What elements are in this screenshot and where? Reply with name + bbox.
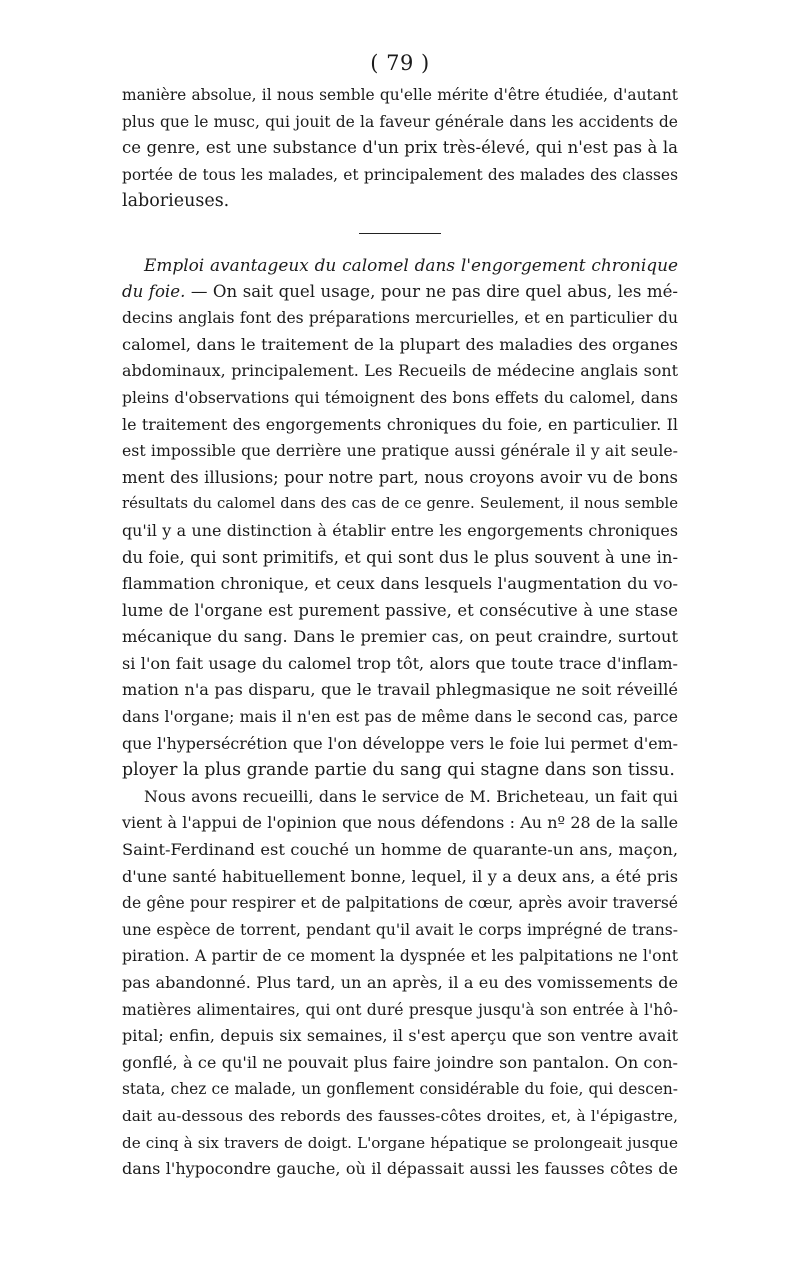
section-title-end: du foie. xyxy=(122,281,186,301)
text-line: une espèce de torrent, pendant qu'il avait le corps imprégné de trans- xyxy=(122,920,678,939)
text-line: lume de l'organe est purement passive, et consécutive à une stase xyxy=(122,600,678,620)
text-line: portée de tous les malades, et principalement des malades des classes xyxy=(122,165,678,184)
text-line: que l'hypersécrétion que l'on développe vers le foie lui permet d'em- xyxy=(122,733,678,753)
text-fragment: — On sait quel usage, pour ne pas dire quel abus, les mé- xyxy=(185,281,678,301)
page-number: ( 79 ) xyxy=(370,51,430,75)
text-line: si l'on fait usage du calomel trop tôt, alors que toute trace d'inflam- xyxy=(122,653,678,673)
text-line: abdominaux, principalement. Les Recueils de médecine anglais sont xyxy=(122,361,678,381)
paragraph-1 xyxy=(122,82,678,215)
text-line: pleins d'observations qui témoignent des bons effets du calomel, dans xyxy=(122,388,678,407)
paragraph-2 xyxy=(122,252,678,784)
text-line: est impossible que derrière une pratique aussi générale il y ait seule- xyxy=(122,441,678,461)
text-line: le traitement des engorgements chroniques du foie, en particulier. Il xyxy=(122,414,678,434)
text-line: vient à l'appui de l'opinion que nous défendons : Au nº 28 de la salle xyxy=(122,813,678,833)
text-line: dans l'hypocondre gauche, où il dépassait aussi les fausses côtes de xyxy=(122,1159,678,1179)
text-line: du foie, qui sont primitifs, et qui sont dus le plus souvent à une in- xyxy=(122,547,678,567)
text-line: piration. A partir de ce moment la dyspnée et les palpitations ne l'ont xyxy=(122,946,678,966)
text-line: gonflé, à ce qu'il ne pouvait plus faire joindre son pantalon. On con- xyxy=(122,1052,678,1072)
text-line: mécanique du sang. Dans le premier cas, on peut craindre, surtout xyxy=(122,627,678,647)
text-line xyxy=(122,279,678,306)
text-line: laborieuses. xyxy=(122,191,230,212)
text-line: résultats du calomel dans des cas de ce genre. Seulement, il nous semble xyxy=(122,495,678,513)
text-line: de cinq à six travers de doigt. L'organe hépatique se prolongeait jusque xyxy=(122,1133,678,1152)
book-page xyxy=(122,50,678,1183)
text-line: matières alimentaires, qui ont duré presque jusqu'à son entrée à l'hô- xyxy=(122,1000,678,1019)
text-line: manière absolue, il nous semble qu'elle mérite d'être étudiée, d'autant xyxy=(122,86,678,104)
text-line: dait au-dessous des rebords des fausses-côtes droites, et, à l'épigastre, xyxy=(122,1106,678,1125)
text-line: ployer la plus grande partie du sang qui stagne dans son tissu. xyxy=(122,760,675,781)
text-line: flammation chronique, et ceux dans lesquels l'augmentation du vo- xyxy=(122,574,678,594)
text-line: dans l'organe; mais il n'en est pas de même dans le second cas, parce xyxy=(122,708,678,727)
text-line: ce genre, est une substance d'un prix très-élevé, qui n'est pas à la xyxy=(122,138,678,158)
text-line: pas abandonné. Plus tard, un an après, il a eu des vomissements de xyxy=(122,973,678,992)
text-line: decins anglais font des préparations mercurielles, et en particulier du xyxy=(122,309,678,328)
text-line: mation n'a pas disparu, que le travail phlegmasique ne soit réveillé xyxy=(122,680,678,700)
text-line: ment des illusions; pour notre part, nous croyons avoir vu de bons xyxy=(122,467,678,487)
text-line: pital; enfin, depuis six semaines, il s'est aperçu que son ventre avait xyxy=(122,1026,678,1046)
text-line: Saint-Ferdinand est couché un homme de quarante-un ans, maçon, xyxy=(122,840,678,860)
text-line: plus que le musc, qui jouit de la faveur générale dans les accidents de xyxy=(122,112,678,131)
text-line: qu'il y a une distinction à établir entre les engorgements chroniques xyxy=(122,520,678,540)
section-separator xyxy=(359,233,441,234)
text-line: de gêne pour respirer et de palpitations de cœur, après avoir traversé xyxy=(122,894,678,913)
section-title: Emploi avantageux du calomel dans l'engorgement chronique xyxy=(144,254,678,275)
text-line: Nous avons recueilli, dans le service de M. Bricheteau, un fait qui xyxy=(144,786,678,806)
text-line: stata, chez ce malade, un gonflement considérable du foie, qui descen- xyxy=(122,1080,678,1099)
text-line: d'une santé habituellement bonne, lequel, il y a deux ans, a été pris xyxy=(122,866,678,886)
paragraph-3 xyxy=(122,784,678,1183)
text-line: calomel, dans le traitement de la plupart des maladies des organes xyxy=(122,334,678,354)
